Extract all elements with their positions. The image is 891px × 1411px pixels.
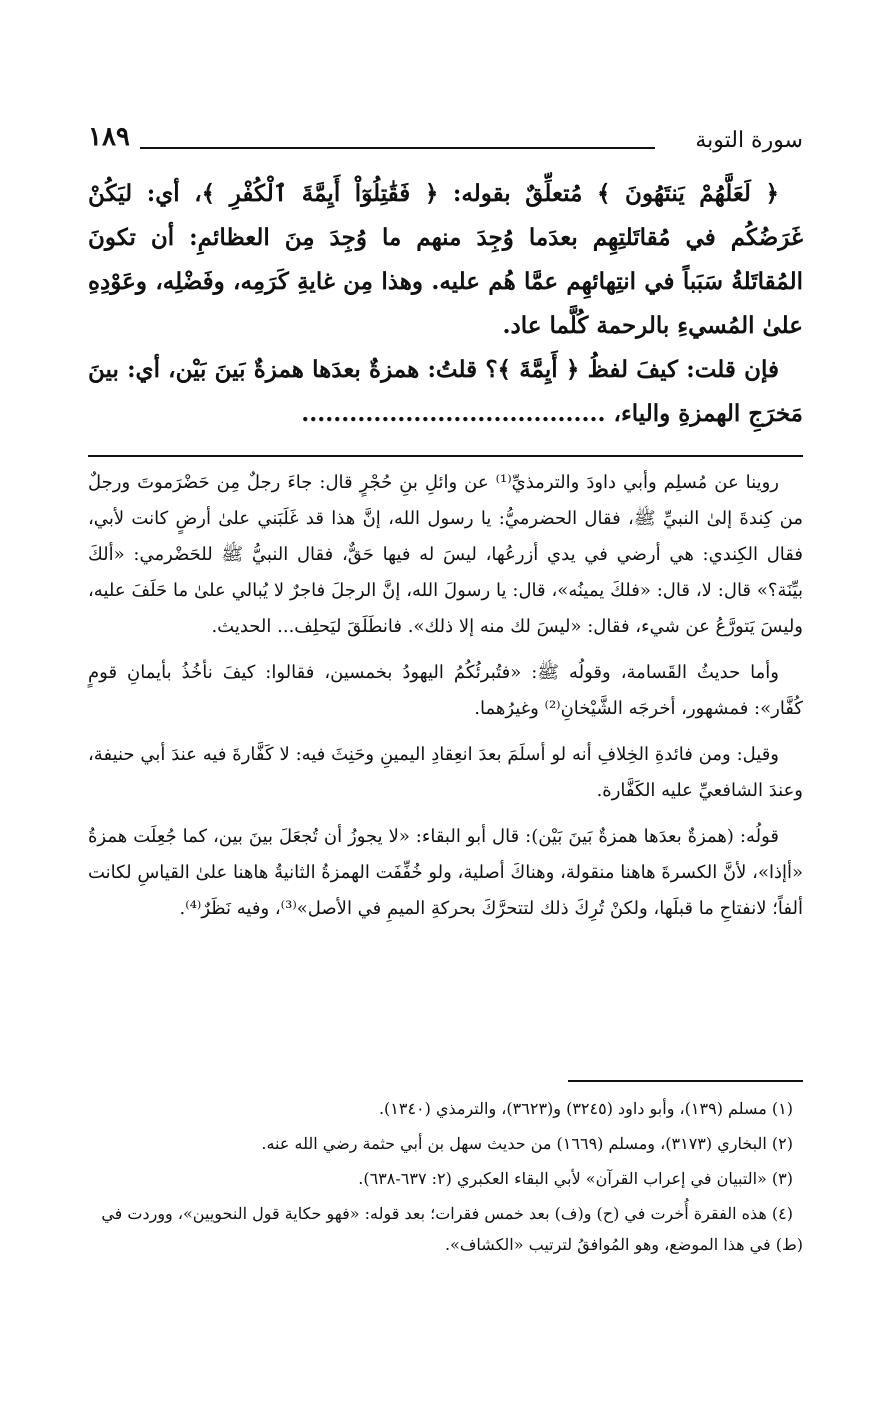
commentary-paragraph: قولُه: (همزةٌ بعدَها همزةٌ بَينَ بَيْن): قال أبو البقاء: «لا يجوزُ أن تُجعَلَ بينَ بين، كما جُعِلَت همزةُ «أإذا»، لأنَّ الكسرةَ هاهنا منقولة، وهناكَ أصلية، ولو خُفِّفَت الهمزةُ الثانيةُ هاهنا علىٰ القياسِ لكانت ألفاً؛ لانفتاحِ ما قبلَها، ولكنْ تُرِكَ ذلك لتتحرَّكَ بحركةِ الميمِ في الأصل»⁽³⁾، وفيه نَظَرٌ⁽⁴⁾.: [88, 826, 803, 919]
footnote: (٤) هذه الفقرة أُخرت في (ح) و(ف) بعد خمس فقرات؛ بعد قوله: «فهو حكاية قول النحويين»، ووردت في (ط) في هذا الموضع، وهو المُوافقُ لترتيب «الكشاف».: [101, 1204, 803, 1254]
footnote: (١) مسلم (١٣٩)، وأبو داود (٣٢٤٥) و(٣٦٢٣)، والترمذي (١٣٤٠).: [378, 1099, 793, 1118]
running-title: سورة التوبة: [695, 128, 803, 153]
page-header: [88, 122, 803, 166]
main-text: [88, 172, 803, 436]
main-paragraph: ﴿ لَعَلَّهُمْ يَنتَهُونَ ﴾ مُتعلِّقٌ بقوله: ﴿ فَقَٰتِلُوٓاْ أَيِمَّةَ ٱلْكُفْرِ ﴾، أي: ليَكُنْ غَرَضُكُم في مُقاتَلتِهِم بعدَما وُجِدَ منهم ما وُجِدَ مِنَ العظائمِ: أن تكونَ المُقاتَلةُ سَبَباً في انتِهائهِم عمَّا هُم عليه. وهذا مِن غايةِ كَرَمِه، وفَضْلِه، وعَوْدِهِ علىٰ المُسيءِ بالرحمة كُلَّما عاد.: [88, 180, 803, 339]
section-divider: [88, 455, 803, 457]
main-paragraph: فإن قلت: كيفَ لفظُ ﴿ أَيِمَّةَ ﴾؟ قلتُ: همزةٌ بعدَها همزةٌ بَينَ بَيْن، أي: بينَ مَخرَجِ الهمزةِ والياء، ......................................: [88, 356, 803, 427]
footnote: (٢) البخاري (٣١٧٣)، ومسلم (١٦٦٩) من حديث سهل بن أبي حثمة رضي الله عنه.: [261, 1134, 793, 1153]
header-rule: [140, 147, 655, 149]
commentary-paragraph: وأما حديثُ القَسامة، وقولُه ﷺ: «فتُبرئُكُمُ اليهودُ بخمسين، فقالوا: كيفَ نأخُذُ بأيمانِ قومٍ كُفَّار»: فمشهور، أخرجَه الشَّيْخانِ⁽²⁾ وغيرُهما.: [88, 662, 803, 719]
footnotes: [88, 1093, 803, 1264]
page-number: ١٨٩: [88, 122, 130, 152]
footnote: (٣) «التبيان في إعراب القرآن» لأبي البقاء العكبري (٢: ٦٣٧-٦٣٨).: [358, 1169, 793, 1188]
footnote-separator: [568, 1080, 803, 1082]
commentary-paragraph: روينا عن مُسلِم وأبي داودَ والترمذيِّ⁽¹⁾ عن وائلِ بنِ حُجْرٍ قال: جاءَ رجلٌ مِن حَضْرَموتَ ورجلٌ من كِندةَ إلىٰ النبيِّ ﷺ، فقال الحضرميُّ: يا رسول الله، إنَّ هذا قد غَلَبَني علىٰ أرضٍ كانت لأبي، فقال الكِندي: هي أرضي في يدي أزرعُها، ليسَ له فيها حَقٌّ، فقال النبيُّ ﷺ للحَضْرمي: «ألكَ بيِّنَة؟» قال: لا، قال: «فلكَ يمينُه»، قال: يا رسولَ الله، إنَّ الرجلَ فاجرٌ لا يُبالي علىٰ ما حَلَفَ عليه، وليسَ يَتورَّعُ عن شيء، فقال: «ليسَ لك منه إلا ذلك». فانطَلَقَ ليَحلِف... الحديث.: [88, 472, 803, 637]
commentary-paragraph: وقيل: ومن فائدةِ الخِلافِ أنه لو أسلَمَ بعدَ انعِقادِ اليمينِ وحَنِثَ فيه: لا كَفَّارةَ فيه عندَ أبي حنيفة، وعندَ الشافعيِّ عليه الكَفَّارة.: [88, 744, 803, 801]
commentary-text: [88, 465, 803, 937]
